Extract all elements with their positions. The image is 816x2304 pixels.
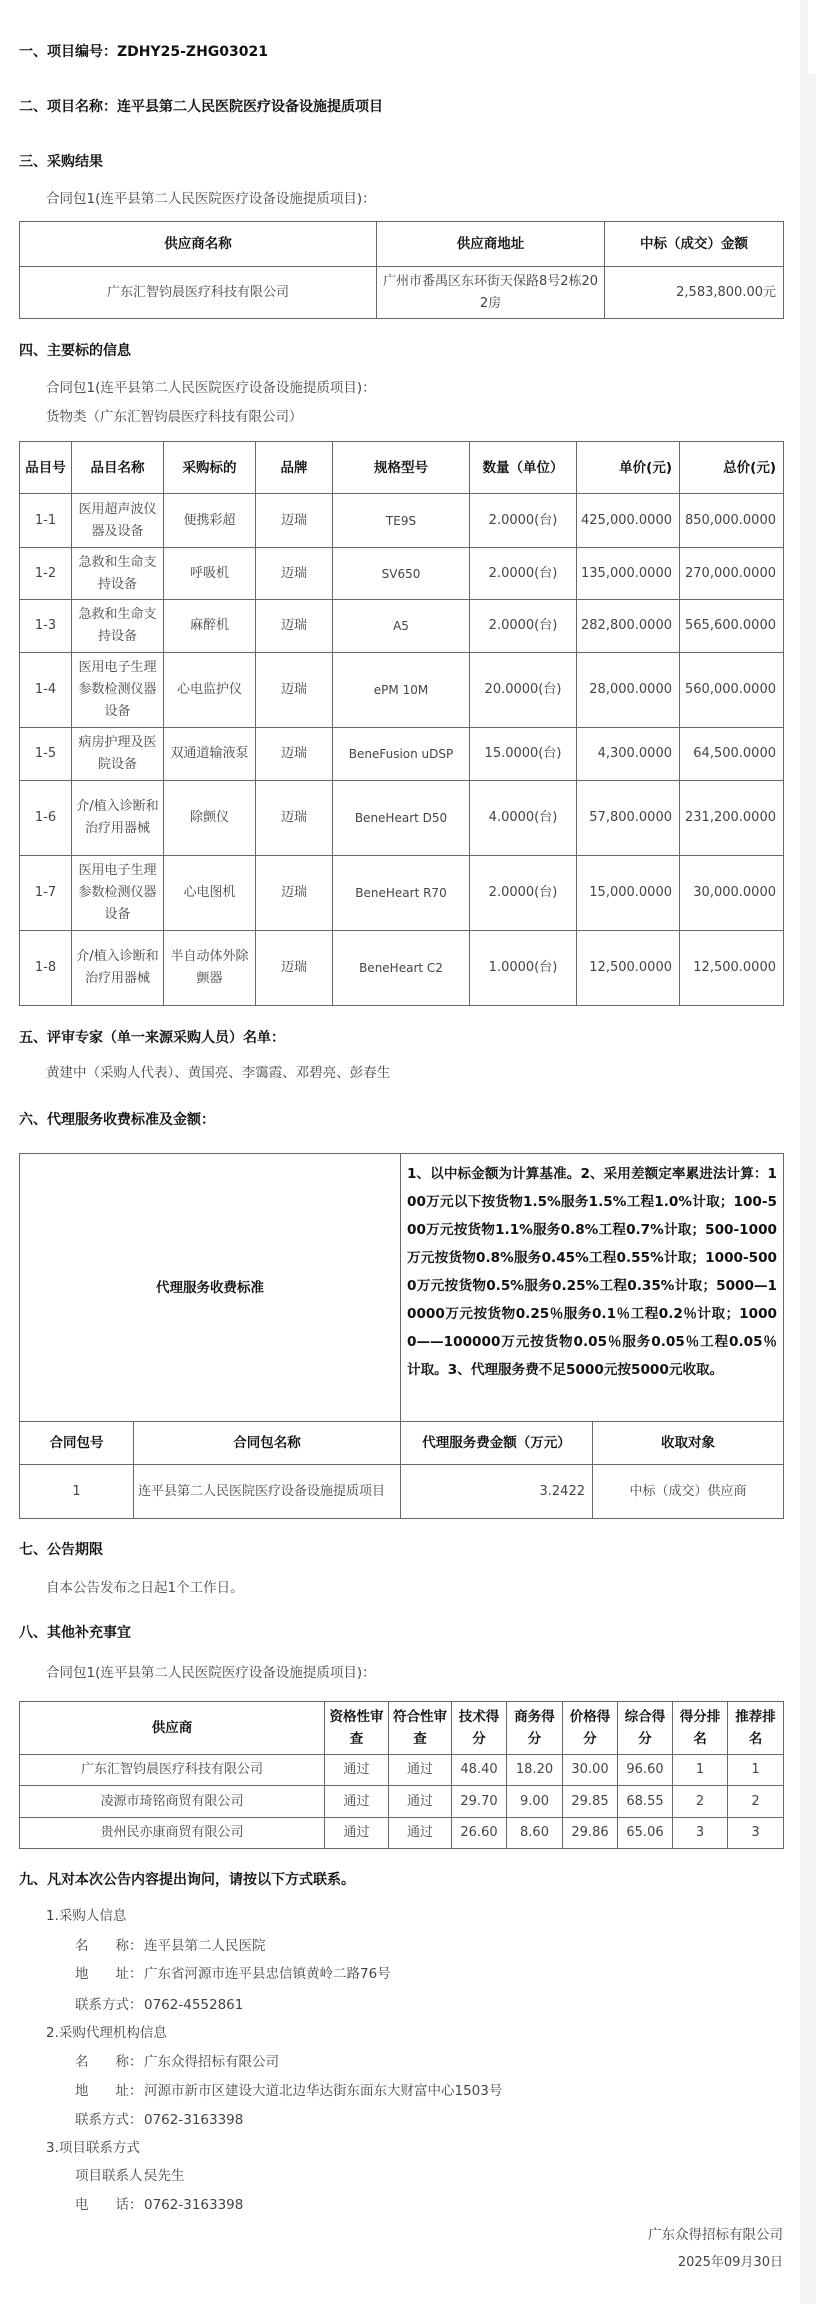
- quantity: 2.0000(台): [470, 600, 577, 653]
- score-cell: 通过: [325, 1818, 389, 1849]
- total-price: 560,000.0000: [680, 653, 784, 728]
- table-row: [20, 600, 784, 653]
- header-cell: 总价(元): [680, 442, 784, 494]
- quantity: 1.0000(台): [470, 931, 577, 1006]
- table-row: [20, 856, 784, 931]
- table-header-row: [20, 442, 784, 494]
- score-cell: 65.06: [618, 1818, 673, 1849]
- project-contact-heading: 3.项目联系方式: [46, 2140, 140, 2156]
- table-row: [20, 1818, 784, 1849]
- scrollbar-track[interactable]: [800, 0, 816, 2304]
- table-row: [20, 548, 784, 600]
- brand: 迈瑞: [256, 931, 333, 1006]
- item-number: 1-6: [20, 781, 72, 856]
- score-cell: 8.60: [507, 1818, 563, 1849]
- project-name-heading: 二、项目名称：连平县第二人民医院医疗设备设施提质项目: [19, 99, 383, 115]
- award-amount: 2,583,800.00元: [605, 267, 784, 319]
- item-name: 半自动体外除颤器: [164, 931, 256, 1006]
- model: BeneFusion uDSP: [333, 728, 470, 781]
- supplier-address: 广州市番禺区东环街天保路8号2栋202房: [377, 267, 605, 319]
- unit-price: 425,000.0000: [577, 494, 680, 548]
- header-cell: 单价(元): [577, 442, 680, 494]
- header-cell: 合同包名称: [134, 1422, 401, 1465]
- header-cell: 符合性审查: [389, 1702, 452, 1755]
- value: 连平县第二人民医院: [144, 1938, 266, 1954]
- item-name: 心电监护仪: [164, 653, 256, 728]
- table-header-row: [20, 1422, 784, 1465]
- agent-phone: [75, 2110, 243, 2130]
- buyer-address: [75, 1964, 391, 1984]
- score-cell: 26.60: [452, 1818, 507, 1849]
- score-cell: 48.40: [452, 1755, 507, 1786]
- score-cell: 1: [673, 1755, 728, 1786]
- item-number: 1-8: [20, 931, 72, 1006]
- table-row: [20, 1786, 784, 1818]
- model: BeneHeart C2: [333, 931, 470, 1006]
- score-cell: 29.70: [452, 1786, 507, 1818]
- total-price: 270,000.0000: [680, 548, 784, 600]
- table-row: [20, 931, 784, 1006]
- item-name: 麻醉机: [164, 600, 256, 653]
- value: 河源市新市区建设大道北边华达街东面东大财富中心1503号: [144, 2083, 503, 2099]
- header-cell: 推荐排名: [728, 1702, 784, 1755]
- unit-price: 4,300.0000: [577, 728, 680, 781]
- item-number: 1-2: [20, 548, 72, 600]
- supplier-result-table: [19, 221, 784, 319]
- buyer-heading: 1.采购人信息: [46, 1908, 127, 1924]
- quantity: 2.0000(台): [470, 494, 577, 548]
- item-category: 病房护理及医院设备: [72, 728, 164, 781]
- item-number: 1-1: [20, 494, 72, 548]
- quantity: 15.0000(台): [470, 728, 577, 781]
- project-number-heading: 一、项目编号：ZDHY25-ZHG03021: [19, 44, 268, 60]
- label: 地 址：: [75, 2083, 143, 2099]
- unit-price: 135,000.0000: [577, 548, 680, 600]
- table-row: [20, 653, 784, 728]
- brand: 迈瑞: [256, 494, 333, 548]
- item-category: 医用电子生理参数检测仪器设备: [72, 856, 164, 931]
- total-price: 850,000.0000: [680, 494, 784, 548]
- item-name: 双通道输液泵: [164, 728, 256, 781]
- table-row: [20, 781, 784, 856]
- brand: 迈瑞: [256, 653, 333, 728]
- package-label: 合同包1(连平县第二人民医院医疗设备设施提质项目)：: [46, 380, 376, 396]
- header-cell: 品目名称: [72, 442, 164, 494]
- supplier-name: 广东汇智钧晨医疗科技有限公司: [20, 1755, 325, 1786]
- header-cell: 供应商: [20, 1702, 325, 1755]
- item-category: 急救和生命支持设备: [72, 600, 164, 653]
- package-label: 合同包1(连平县第二人民医院医疗设备设施提质项目)：: [46, 191, 376, 207]
- supplier-name: 凌源市琦铭商贸有限公司: [20, 1786, 325, 1818]
- model: BeneHeart R70: [333, 856, 470, 931]
- item-number: 1-4: [20, 653, 72, 728]
- header-cell: 价格得分: [563, 1702, 618, 1755]
- table-header-row: [20, 1702, 784, 1755]
- brand: 迈瑞: [256, 548, 333, 600]
- experts-list: 黄建中（采购人代表）、黄国亮、李霭霞、邓碧亮、彭春生: [46, 1065, 391, 1081]
- item-category: 医用超声波仪器及设备: [72, 494, 164, 548]
- table-row: [20, 494, 784, 548]
- scrollbar-thumb[interactable]: [808, 0, 816, 74]
- quantity: 4.0000(台): [470, 781, 577, 856]
- score-cell: 2: [728, 1786, 784, 1818]
- header-cell: 合同包号: [20, 1422, 134, 1465]
- agent-name: [75, 2052, 279, 2072]
- label: 地 址：: [75, 1966, 143, 1982]
- unit-price: 28,000.0000: [577, 653, 680, 728]
- contact-heading: 九、凡对本次公告内容提出询问，请按以下方式联系。: [19, 1872, 355, 1888]
- table-row: [20, 267, 784, 319]
- header-cell: 中标（成交）金额: [605, 222, 784, 267]
- footer-company: 广东众得招标有限公司: [648, 2227, 783, 2243]
- unit-price: 57,800.0000: [577, 781, 680, 856]
- package-label: 合同包1(连平县第二人民医院医疗设备设施提质项目)：: [46, 1665, 376, 1681]
- item-category: 介/植入诊断和治疗用器械: [72, 781, 164, 856]
- buyer-name: [75, 1936, 266, 1956]
- score-cell: 29.86: [563, 1818, 618, 1849]
- score-cell: 通过: [389, 1818, 452, 1849]
- label: 电 话：: [75, 2197, 143, 2213]
- item-category: 介/植入诊断和治疗用器械: [72, 931, 164, 1006]
- item-category: 医用电子生理参数检测仪器设备: [72, 653, 164, 728]
- total-price: 565,600.0000: [680, 600, 784, 653]
- value: 广东省河源市连平县忠信镇黄岭二路76号: [144, 1966, 391, 1982]
- brand: 迈瑞: [256, 728, 333, 781]
- supplier-name: 贵州民亦康商贸有限公司: [20, 1818, 325, 1849]
- fee-table: [19, 1153, 784, 1519]
- total-price: 30,000.0000: [680, 856, 784, 931]
- footer-date: 2025年09月30日: [677, 2255, 783, 2270]
- score-cell: 18.20: [507, 1755, 563, 1786]
- quantity: 20.0000(台): [470, 653, 577, 728]
- score-cell: 1: [728, 1755, 784, 1786]
- label: 名 称：: [75, 2054, 143, 2070]
- label: 名 称：: [75, 1938, 143, 1954]
- agent-address: [75, 2081, 502, 2101]
- package-number: 1: [20, 1465, 134, 1519]
- header-cell: 资格性审查: [325, 1702, 389, 1755]
- table-row: [20, 1465, 784, 1519]
- items-heading: 四、主要标的信息: [19, 343, 131, 359]
- fee-standard-text: 1、以中标金额为计算基准。2、采用差额定率累进法计算：100万元以下按货物1.5%服务1.5%工程1.0%计取；100-500万元按货物1.1%服务0.8%工程0.7%计取；500-1000万元按货物0.8%服务0.45%工程0.55%计取；1000-5000万元按货物0.5%服务0.25%工程0.35%计取；5000—10000万元按货物0.25％服务0.1％工程0.2％计取；10000——100000万元按货物0.05％服务0.05％工程0.05％计取。3、代理服务费不足5000元按5000元收取。: [401, 1154, 784, 1422]
- model: SV650: [333, 548, 470, 600]
- label: 联系方式：: [75, 2112, 143, 2128]
- buyer-phone: [75, 1995, 243, 2015]
- scores-table: [19, 1701, 784, 1849]
- header-cell: 数量（单位）: [470, 442, 577, 494]
- quantity: 2.0000(台): [470, 856, 577, 931]
- header-cell: 供应商名称: [20, 222, 377, 267]
- score-cell: 通过: [325, 1755, 389, 1786]
- quantity: 2.0000(台): [470, 548, 577, 600]
- result-heading: 三、采购结果: [19, 154, 103, 170]
- fee-standard-row: [20, 1154, 784, 1422]
- agent-heading: 2.采购代理机构信息: [46, 2025, 167, 2041]
- unit-price: 12,500.0000: [577, 931, 680, 1006]
- total-price: 12,500.0000: [680, 931, 784, 1006]
- brand: 迈瑞: [256, 856, 333, 931]
- score-cell: 3: [673, 1818, 728, 1849]
- package-name: 连平县第二人民医院医疗设备设施提质项目: [134, 1465, 401, 1519]
- header-cell: 综合得分: [618, 1702, 673, 1755]
- score-cell: 通过: [389, 1755, 452, 1786]
- label: 项目联系人：: [75, 2168, 156, 2184]
- item-name: 便携彩超: [164, 494, 256, 548]
- fee-heading: 六、代理服务收费标准及金额：: [19, 1112, 215, 1128]
- notice-period-heading: 七、公告期限: [19, 1542, 103, 1558]
- item-name: 呼吸机: [164, 548, 256, 600]
- model: ePM 10M: [333, 653, 470, 728]
- score-cell: 30.00: [563, 1755, 618, 1786]
- header-cell: 代理服务费金额（万元）: [401, 1422, 593, 1465]
- item-number: 1-3: [20, 600, 72, 653]
- value: 0762-3163398: [144, 2197, 244, 2213]
- item-name: 除颤仪: [164, 781, 256, 856]
- table-row: [20, 728, 784, 781]
- score-cell: 通过: [389, 1786, 452, 1818]
- label: 联系方式：: [75, 1997, 143, 2013]
- fee-amount: 3.2422: [401, 1465, 593, 1519]
- value: 0762-3163398: [144, 2112, 244, 2128]
- header-cell: 商务得分: [507, 1702, 563, 1755]
- header-cell: 采购标的: [164, 442, 256, 494]
- brand: 迈瑞: [256, 781, 333, 856]
- unit-price: 15,000.0000: [577, 856, 680, 931]
- model: BeneHeart D50: [333, 781, 470, 856]
- score-cell: 29.85: [563, 1786, 618, 1818]
- value: 0762-4552861: [144, 1997, 244, 2013]
- header-cell: 得分排名: [673, 1702, 728, 1755]
- header-cell: 供应商地址: [377, 222, 605, 267]
- score-cell: 3: [728, 1818, 784, 1849]
- project-contact-phone: [75, 2195, 243, 2215]
- value: 吴先生: [144, 2168, 185, 2184]
- score-cell: 68.55: [618, 1786, 673, 1818]
- score-cell: 2: [673, 1786, 728, 1818]
- item-name: 心电图机: [164, 856, 256, 931]
- total-price: 231,200.0000: [680, 781, 784, 856]
- total-price: 64,500.0000: [680, 728, 784, 781]
- score-cell: 9.00: [507, 1786, 563, 1818]
- project-contact-person: [75, 2166, 185, 2186]
- score-cell: 通过: [325, 1786, 389, 1818]
- category-label: 货物类（广东汇智钧晨医疗科技有限公司）: [46, 409, 303, 425]
- brand: 迈瑞: [256, 600, 333, 653]
- fee-standard-label: 代理服务收费标准: [20, 1154, 401, 1422]
- header-cell: 收取对象: [593, 1422, 784, 1465]
- score-cell: 96.60: [618, 1755, 673, 1786]
- fee-payer: 中标（成交）供应商: [593, 1465, 784, 1519]
- table-row: [20, 1755, 784, 1786]
- model: A5: [333, 600, 470, 653]
- header-cell: 品目号: [20, 442, 72, 494]
- header-cell: 规格型号: [333, 442, 470, 494]
- supplier-name: 广东汇智钧晨医疗科技有限公司: [20, 267, 377, 319]
- item-number: 1-5: [20, 728, 72, 781]
- header-cell: 技术得分: [452, 1702, 507, 1755]
- supplementary-heading: 八、其他补充事宜: [19, 1625, 131, 1641]
- model: TE9S: [333, 494, 470, 548]
- experts-heading: 五、评审专家（单一来源采购人员）名单：: [19, 1030, 285, 1046]
- item-number: 1-7: [20, 856, 72, 931]
- items-table: [19, 441, 784, 1006]
- value: 广东众得招标有限公司: [144, 2054, 279, 2070]
- notice-period-text: 自本公告发布之日起1个工作日。: [46, 1580, 244, 1596]
- item-category: 急救和生命支持设备: [72, 548, 164, 600]
- header-cell: 品牌: [256, 442, 333, 494]
- unit-price: 282,800.0000: [577, 600, 680, 653]
- table-header-row: [20, 222, 784, 267]
